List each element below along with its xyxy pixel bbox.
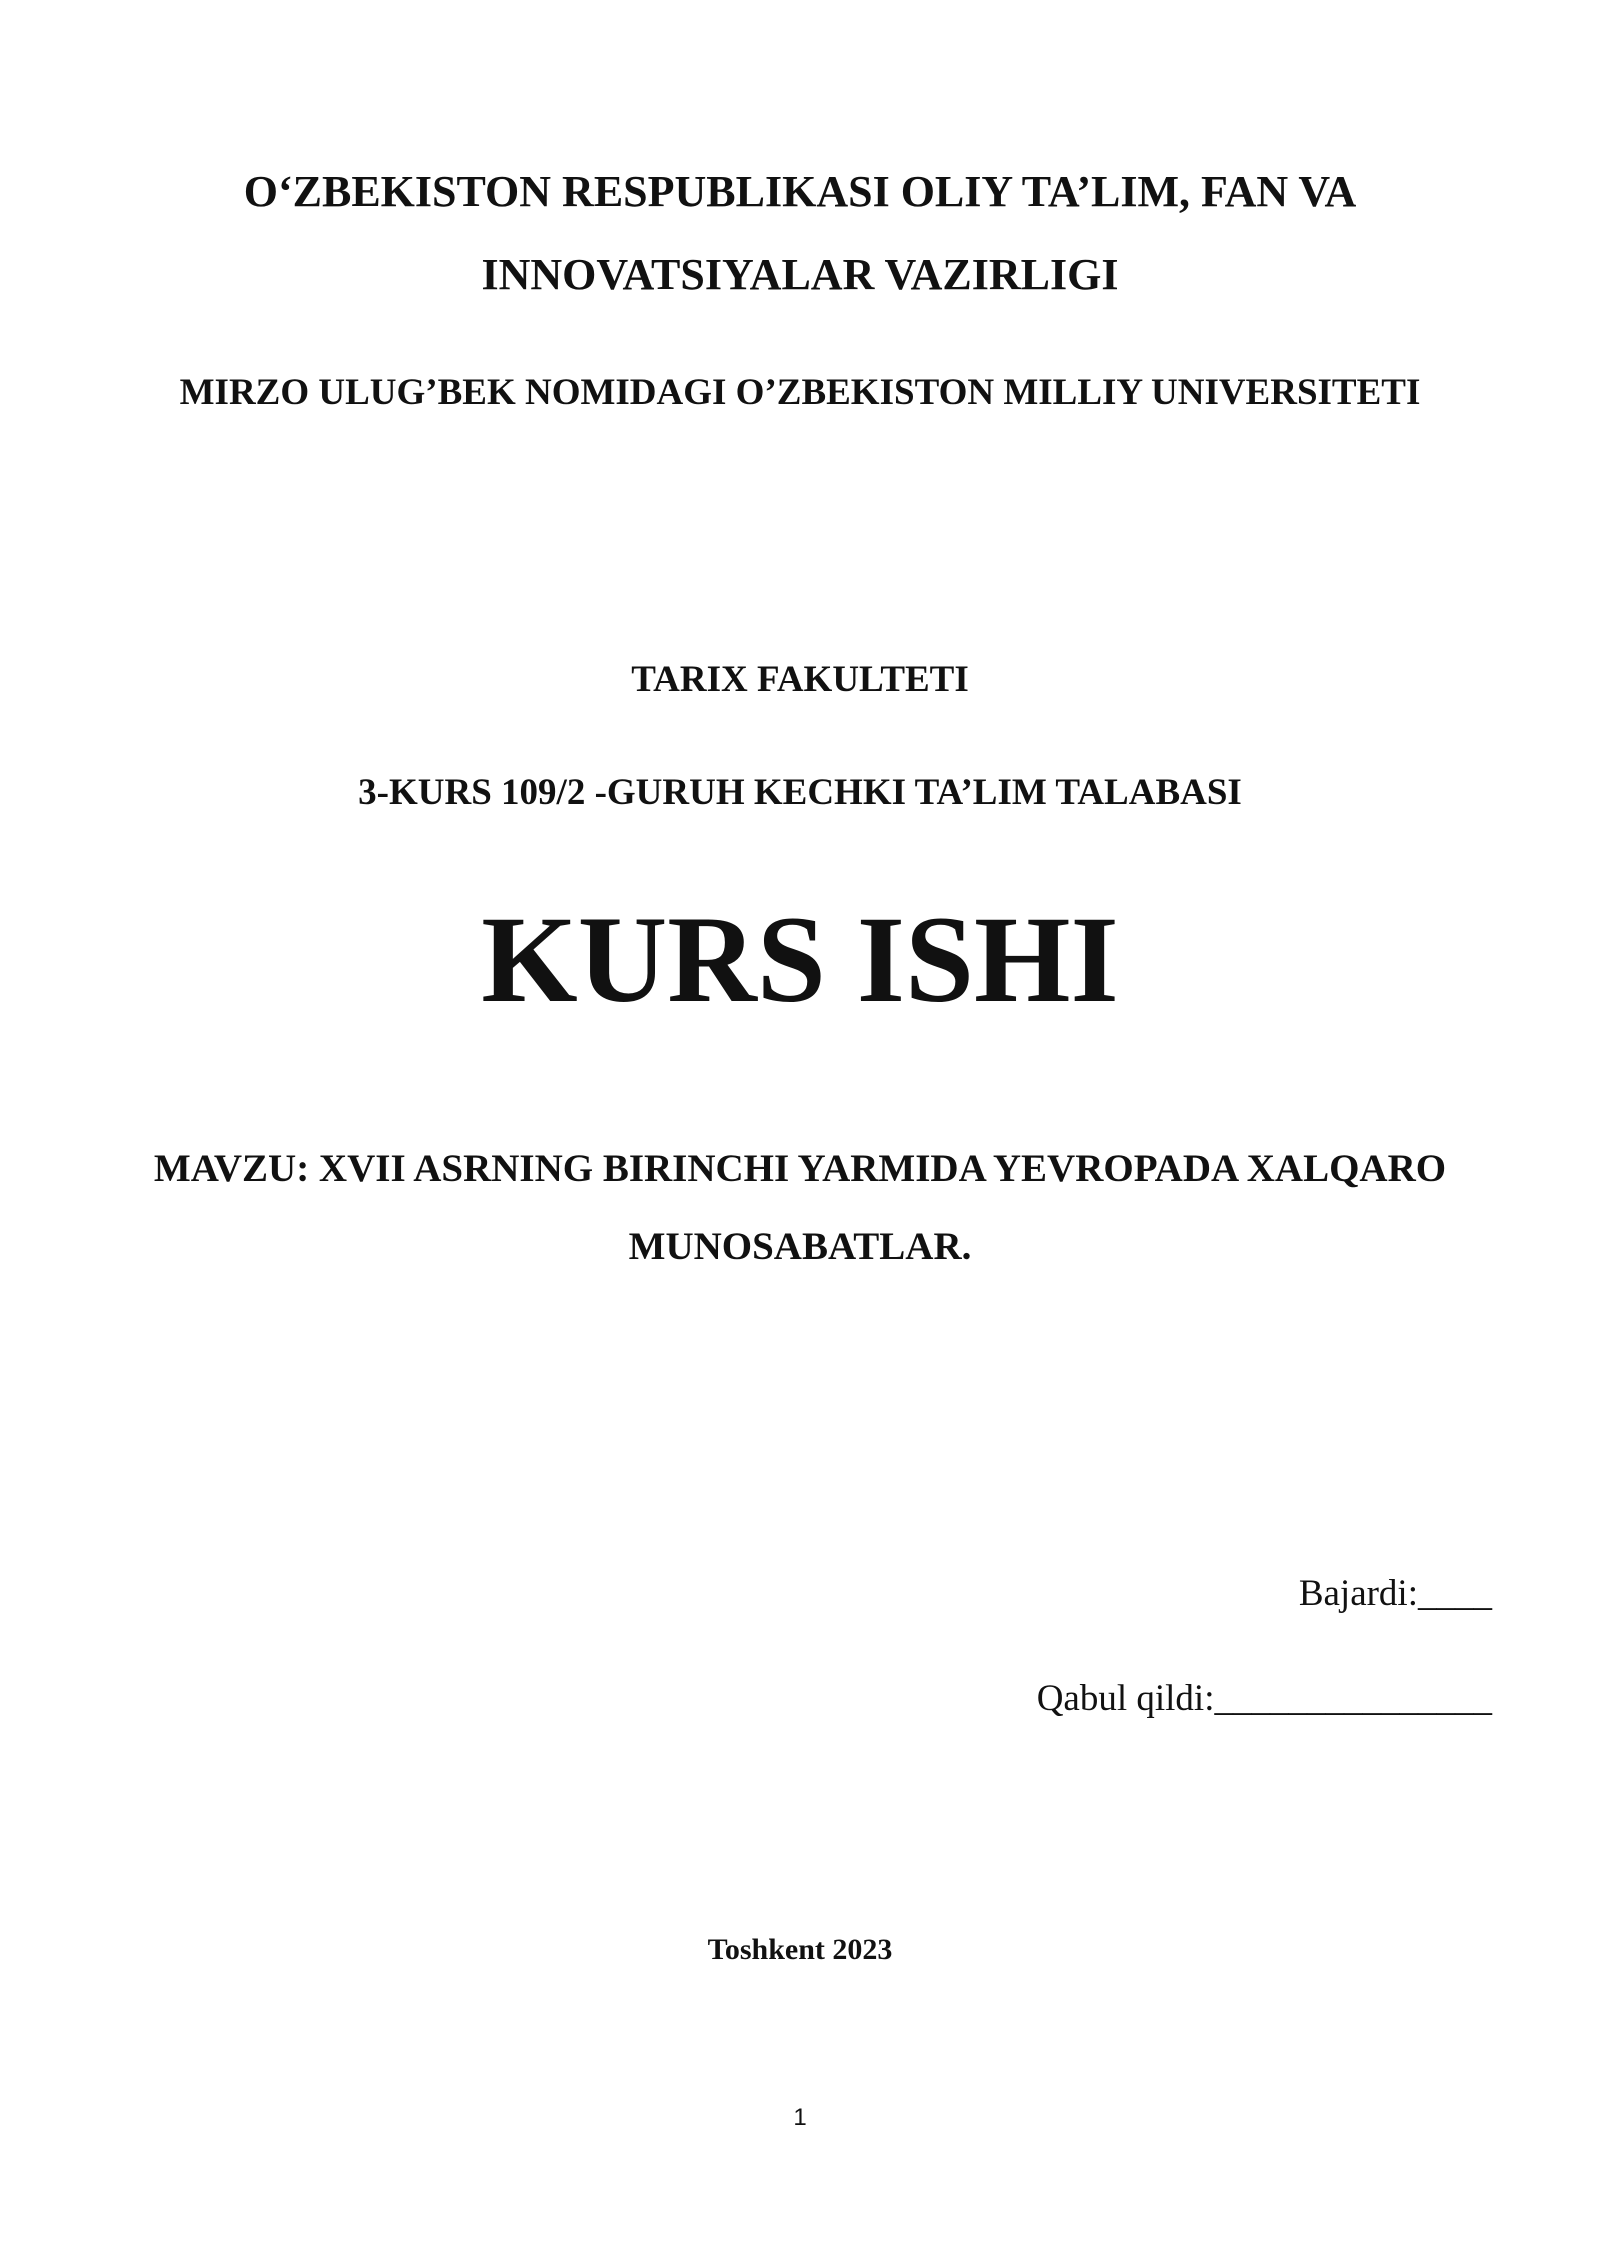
ministry-heading: O‘ZBEKISTON RESPUBLIKASI OLIY TA’LIM, FAN VA INNOVATSIYALAR VAZIRLIGI bbox=[243, 167, 1357, 299]
student-group: 3-KURS 109/2 -GURUH KECHKI TA’LIM TALABASI bbox=[358, 772, 1242, 813]
topic-heading: MAVZU: XVII ASRNING BIRINCHI YARMIDA YEVROPADA XALQARO MUNOSABATLAR. bbox=[153, 1147, 1447, 1268]
city-year: Toshkent 2023 bbox=[707, 1933, 893, 1966]
university-heading: MIRZO ULUG’BEK NOMIDAGI O’ZBEKISTON MILLIY UNIVERSITETI bbox=[179, 372, 1421, 413]
page-number: 1 bbox=[793, 2104, 807, 2131]
performed-by-line: Bajardi:____ bbox=[1298, 1573, 1492, 1614]
accepted-by-line: Qabul qildi:_______________ bbox=[1036, 1678, 1492, 1719]
faculty-name: TARIX FAKULTETI bbox=[631, 659, 969, 700]
document-title: KURS ISHI bbox=[481, 891, 1119, 1028]
